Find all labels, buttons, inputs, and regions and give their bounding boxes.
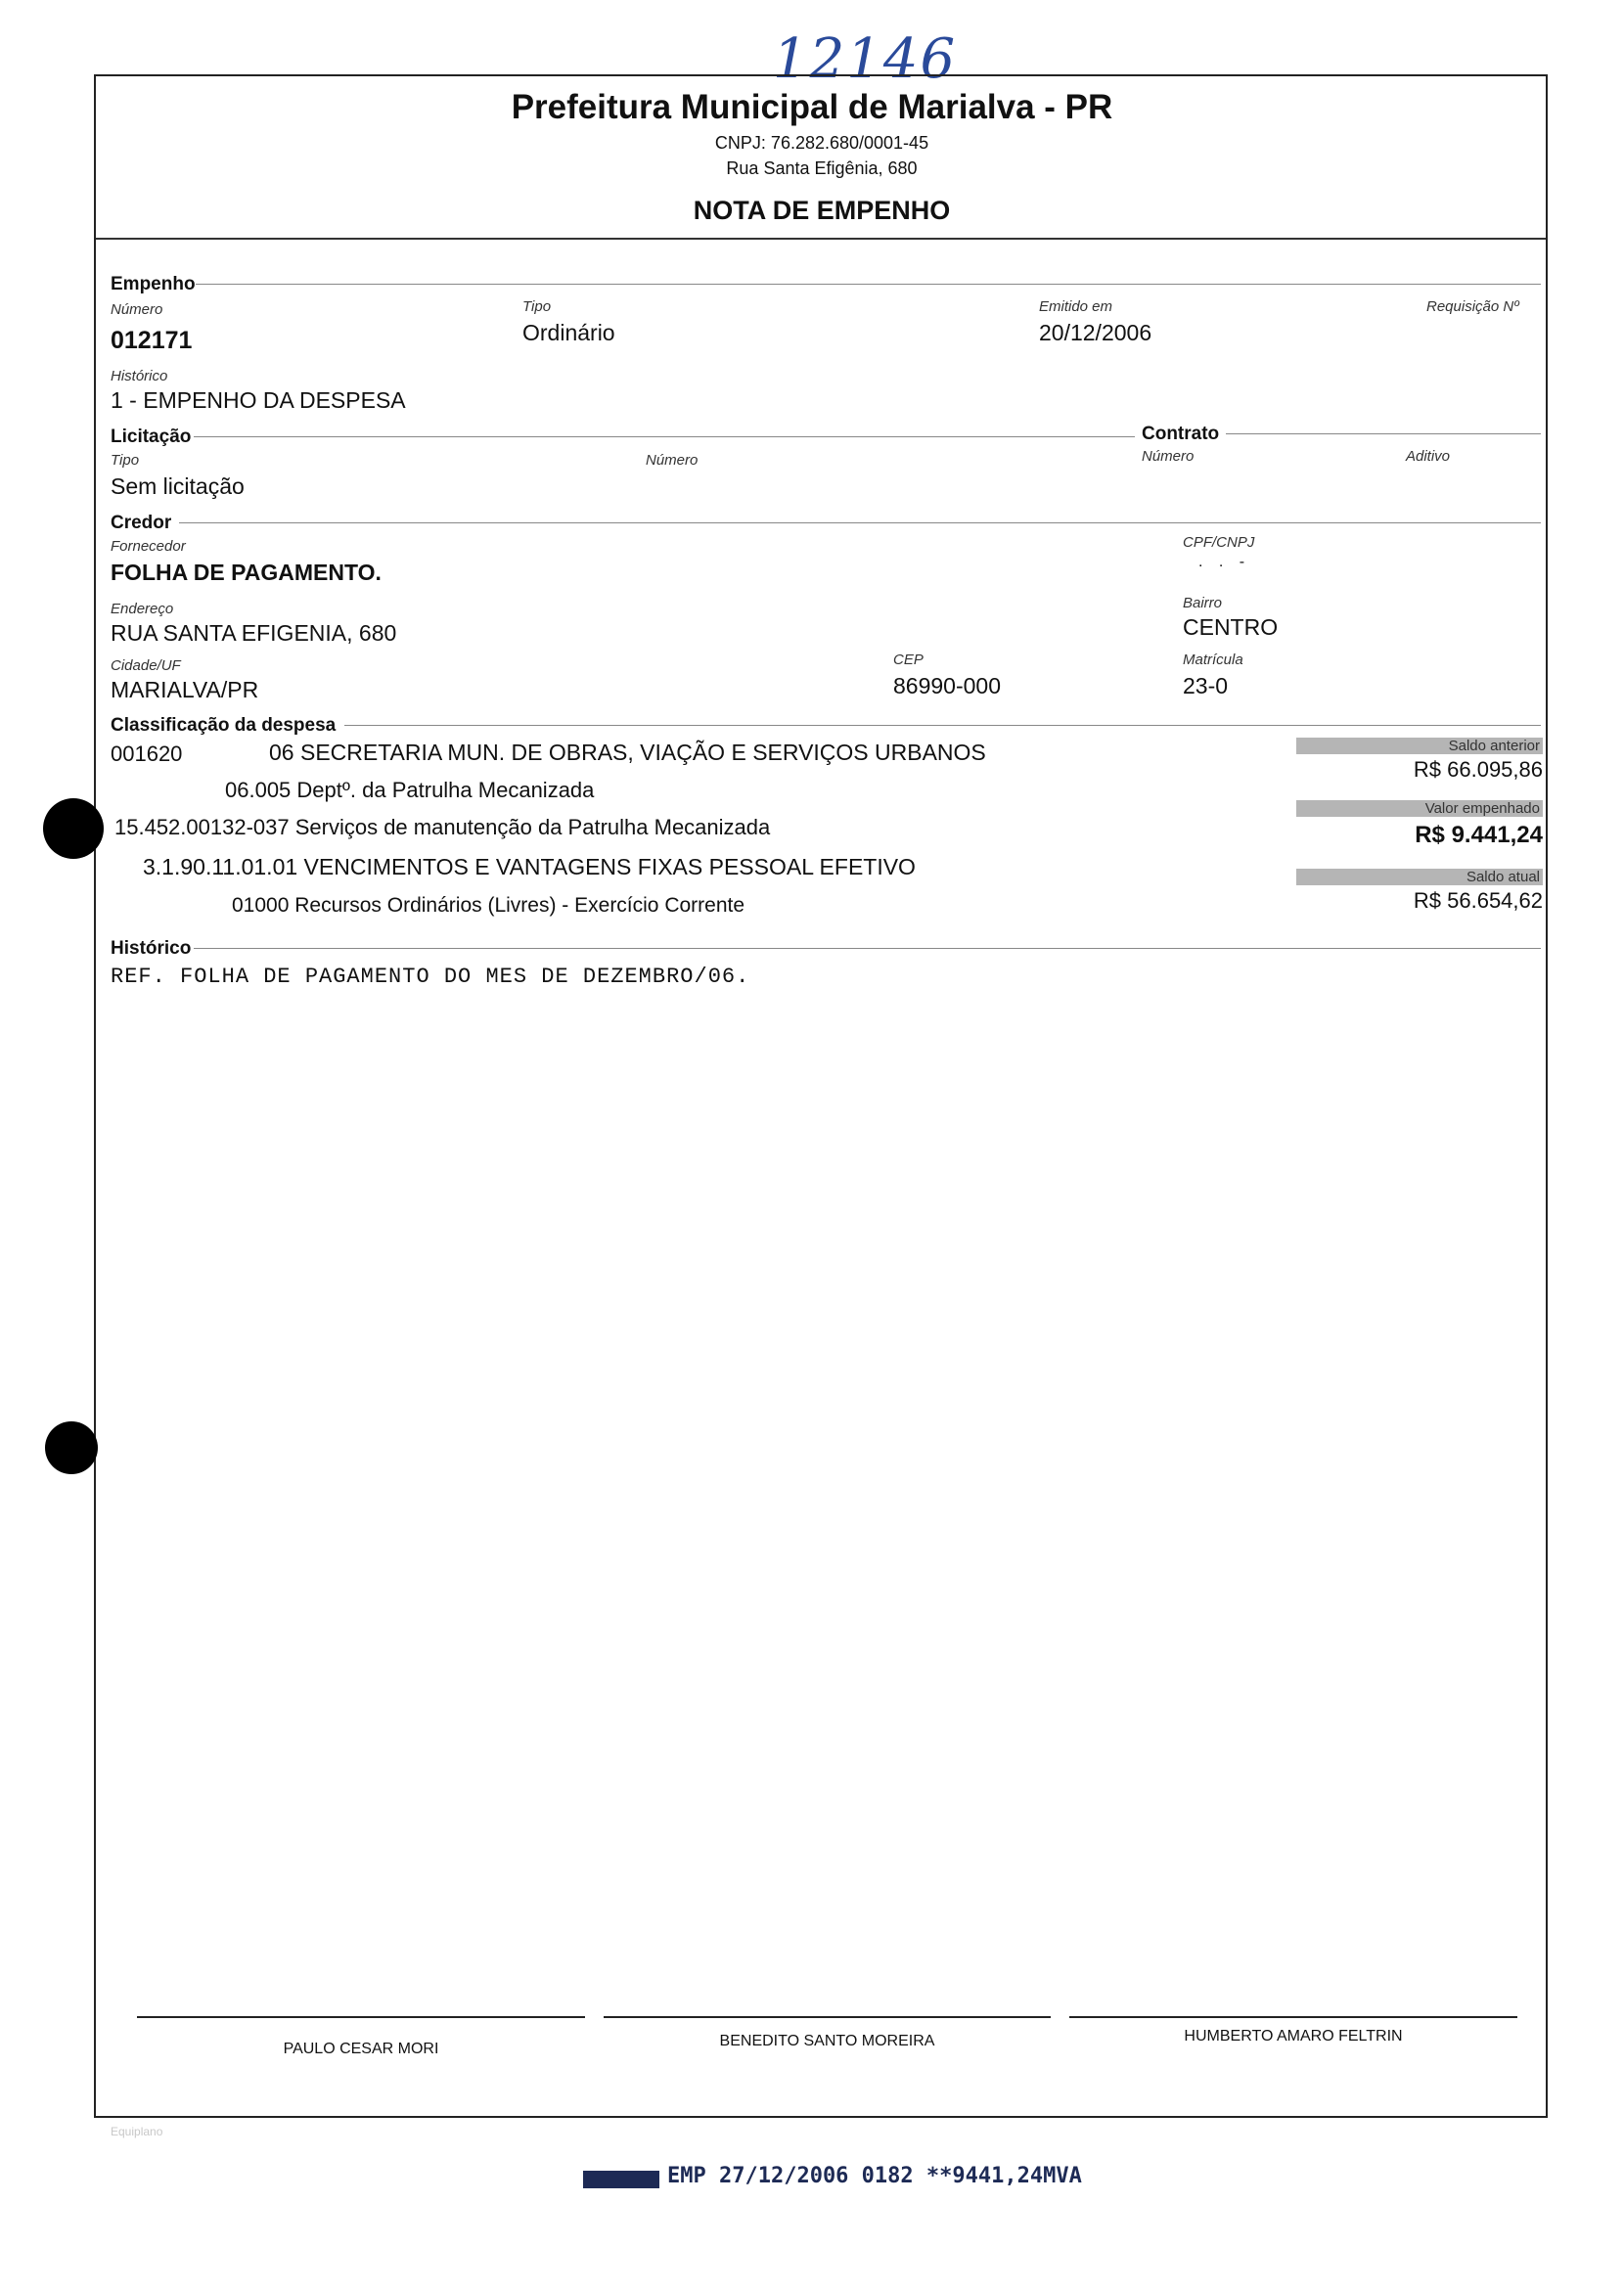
licitacao-tipo-label: Tipo — [111, 452, 140, 469]
empenho-tipo-label: Tipo — [522, 298, 552, 315]
page-title: Prefeitura Municipal de Marialva - PR — [511, 88, 1113, 126]
classificacao-line-3: 15.452.00132-037 Serviços de manutenção da Patrulha Mecanizada — [114, 815, 771, 839]
classificacao-code: 001620 — [111, 742, 183, 766]
cidade: MARIALVA/PR — [111, 677, 259, 702]
signature-line-3 — [1069, 2016, 1517, 2018]
bottom-stamp-mark — [583, 2171, 659, 2188]
emitido-label: Emitido em — [1039, 298, 1113, 315]
doc-title: NOTA DE EMPENHO — [693, 196, 951, 225]
empenho-numero: 012171 — [111, 327, 193, 354]
punch-hole-top — [43, 798, 104, 859]
signature-line-2 — [604, 2016, 1051, 2018]
handwritten-number: 12146 — [773, 27, 958, 91]
licitacao-tipo: Sem licitação — [111, 473, 245, 499]
empenho-historico-label: Histórico — [111, 368, 168, 384]
empenho-numero-label: Número — [111, 301, 163, 318]
section-contrato: Contrato — [1142, 424, 1220, 444]
saldo-atual-label: Saldo atual — [1296, 869, 1543, 885]
signature-name-3: HUMBERTO AMARO FELTRIN — [1184, 2028, 1403, 2045]
historico-text: REF. FOLHA DE PAGAMENTO DO MES DE DEZEMBRO/06. — [111, 965, 750, 989]
cep-label: CEP — [893, 652, 924, 668]
bairro-label: Bairro — [1183, 595, 1223, 611]
section-credor: Credor — [111, 513, 172, 533]
section-licitacao: Licitação — [111, 427, 192, 447]
cpf-label: CPF/CNPJ — [1183, 534, 1255, 551]
document-frame — [94, 74, 1548, 2118]
contrato-numero-label: Número — [1142, 448, 1195, 465]
empenho-rule — [196, 284, 1541, 285]
classificacao-line-4: 3.1.90.11.01.01 VENCIMENTOS E VANTAGENS FIXAS PESSOAL EFETIVO — [143, 854, 916, 879]
cep: 86990-000 — [893, 673, 1001, 698]
classificacao-line-2: 06.005 Deptº. da Patrulha Mecanizada — [225, 778, 595, 802]
empenho-historico: 1 - EMPENHO DA DESPESA — [111, 387, 406, 413]
section-classificacao: Classificação da despesa — [111, 715, 337, 736]
saldo-anterior-label: Saldo anterior — [1296, 738, 1543, 754]
classificacao-line-5: 01000 Recursos Ordinários (Livres) - Exercício Corrente — [232, 894, 745, 917]
classificacao-rule — [344, 725, 1541, 726]
requisicao-label: Requisição Nº — [1426, 298, 1519, 315]
matricula: 23-0 — [1183, 673, 1229, 698]
valor-empenhado: R$ 9.441,24 — [1415, 822, 1543, 848]
signature-name-1: PAULO CESAR MORI — [283, 2041, 439, 2057]
bottom-stamp: EMP 27/12/2006 0182 **9441,24MVA — [667, 2164, 1082, 2188]
footer-brand: Equiplano — [111, 2125, 163, 2138]
cidade-label: Cidade/UF — [111, 657, 181, 674]
empenho-tipo: Ordinário — [522, 320, 615, 345]
licitacao-rule — [194, 436, 1135, 437]
contrato-aditivo-label: Aditivo — [1406, 448, 1451, 465]
section-historico: Histórico — [111, 938, 192, 959]
bairro: CENTRO — [1183, 614, 1279, 640]
endereco: RUA SANTA EFIGENIA, 680 — [111, 620, 397, 646]
header-divider — [96, 238, 1546, 240]
historico-rule — [194, 948, 1541, 949]
saldo-atual: R$ 56.654,62 — [1413, 888, 1543, 913]
punch-hole-bottom — [45, 1421, 98, 1474]
licitacao-numero-label: Número — [646, 452, 699, 469]
valor-empenhado-label: Valor empenhado — [1296, 800, 1543, 817]
signature-line-1 — [137, 2016, 585, 2018]
address-text: Rua Santa Efigênia, 680 — [726, 158, 918, 178]
emitido-date: 20/12/2006 — [1039, 320, 1152, 345]
fornecedor: FOLHA DE PAGAMENTO. — [111, 560, 382, 585]
saldo-anterior: R$ 66.095,86 — [1413, 757, 1543, 782]
signature-name-2: BENEDITO SANTO MOREIRA — [719, 2033, 935, 2049]
classificacao-line-1: 06 SECRETARIA MUN. DE OBRAS, VIAÇÃO E SERVIÇOS URBANOS — [269, 740, 986, 765]
cpf-value: . . - — [1198, 554, 1251, 570]
cnpj-text: CNPJ: 76.282.680/0001-45 — [714, 133, 929, 153]
credor-rule — [179, 522, 1541, 523]
section-empenho: Empenho — [111, 274, 196, 294]
endereco-label: Endereço — [111, 601, 174, 617]
fornecedor-label: Fornecedor — [111, 538, 186, 555]
contrato-rule — [1226, 433, 1541, 434]
matricula-label: Matrícula — [1183, 652, 1243, 668]
